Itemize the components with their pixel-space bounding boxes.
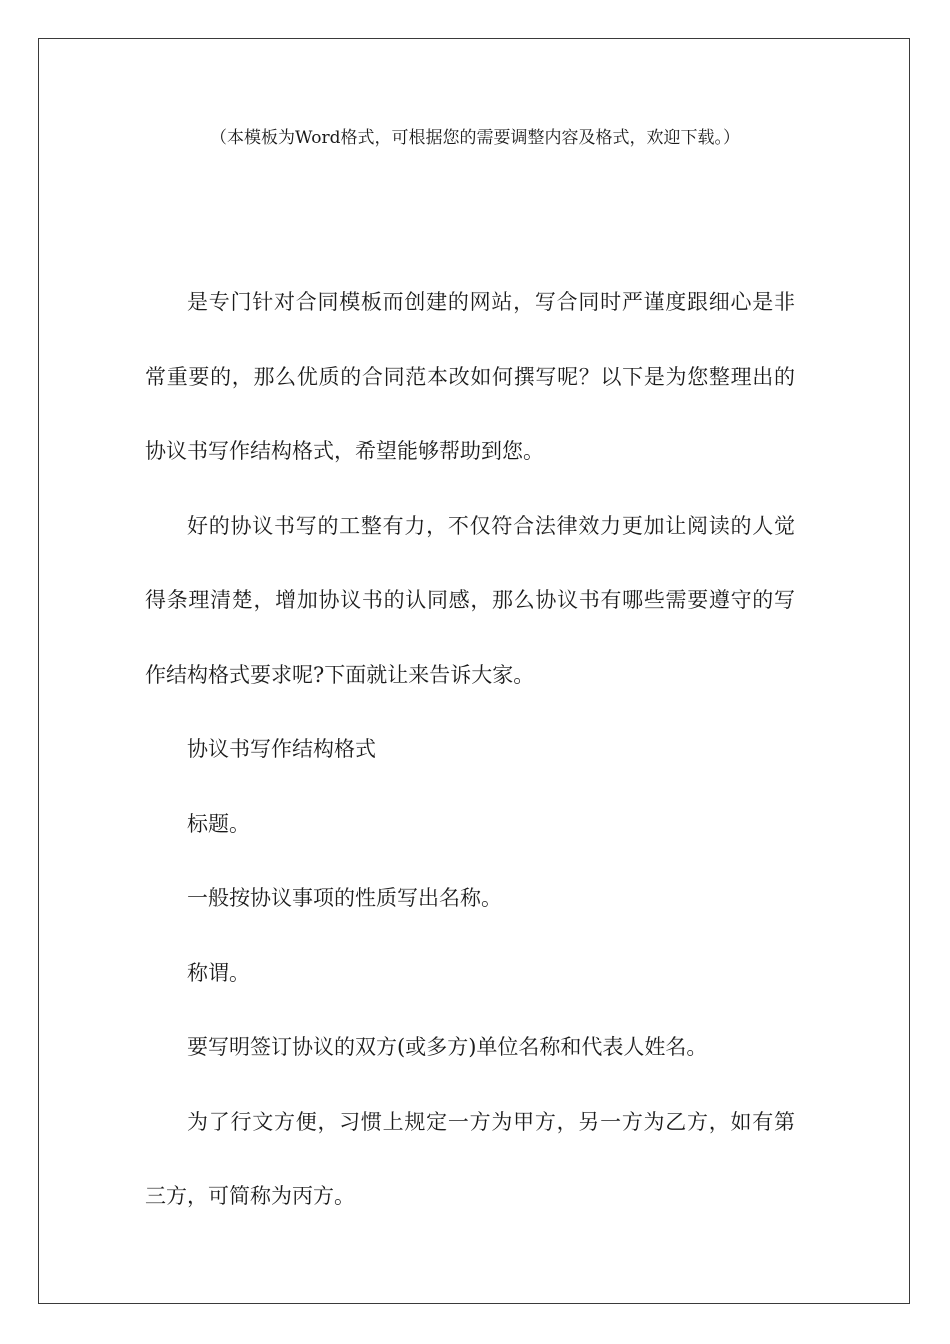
paragraph-salutation-rule: 要写明签订协议的双方(或多方)单位名称和代表人姓名。 — [187, 1035, 708, 1059]
paragraph-importance: 好的协议书写的工整有力，不仅符合法律效力更加让阅读的人觉得条理清楚，增加协议书的认同感，那么协议书有哪些需要遵守的写作结构格式要求呢?下面就让来告诉大家。 — [145, 513, 795, 687]
subheading-salutation: 称谓。 — [187, 960, 250, 985]
document-body — [145, 265, 795, 1234]
section-heading: 协议书写作结构格式 — [187, 737, 376, 761]
paragraph-party-naming: 为了行文方便，习惯上规定一方为甲方，另一方为乙方，如有第三方，可简称为丙方。 — [145, 1109, 795, 1208]
paragraph-title-rule: 一般按协议事项的性质写出名称。 — [187, 886, 502, 910]
paragraph-intro: 是专门针对合同模板而创建的网站，写合同时严谨度跟细心是非常重要的，那么优质的合同范本改如何撰写呢？以下是为您整理出的协议书写作结构格式，希望能够帮助到您。 — [145, 290, 795, 463]
subheading-title: 标题。 — [187, 811, 250, 836]
template-notice: （本模板为Word格式，可根据您的需要调整内容及格式，欢迎下载。） — [209, 128, 741, 148]
